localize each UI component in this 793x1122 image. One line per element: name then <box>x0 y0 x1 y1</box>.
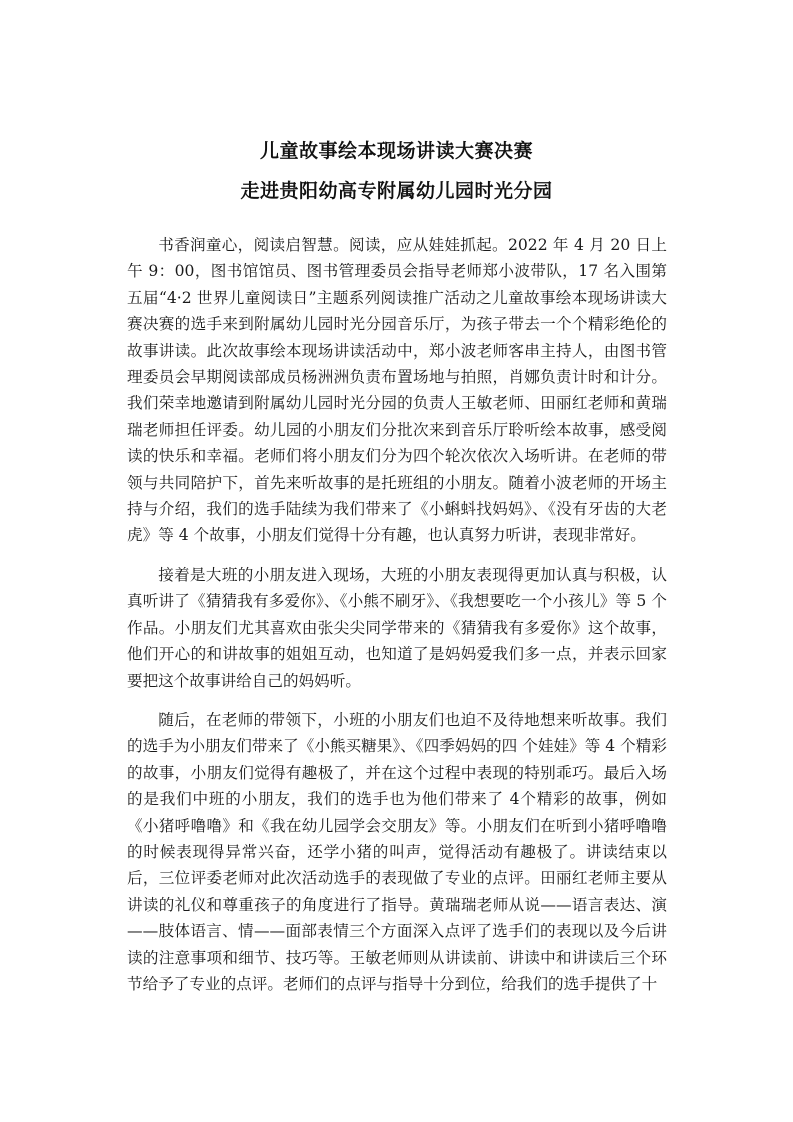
paragraph: 接着是大班的小朋友进入现场，大班的小朋友表现得更加认真与积极，认真听讲了《猜猜我有多爱你》、《小熊不刷牙》、《我想要吃一个小孩儿》等 5 个作品。小朋友们尤其喜欢由张尖尖同学带来的《猜猜我有多爱你》这个故事，他们开心的和讲故事的姐姐互动，也知道了是妈妈爱我们多一点，并表示回家要把这个故事讲给自己的妈妈听。 <box>127 565 667 690</box>
paragraph: 随后，在老师的带领下，小班的小朋友们也迫不及待地想来听故事。我们的选手为小朋友们带来了《小熊买糖果》、《四季妈妈的四 个娃娃》等 4 个精彩的故事，小朋友们觉得有趣极了，并在这个过程中表现的特别乖巧。最后入场的是我们中班的小朋友，我们的选手也为他们带来了 4个精彩的故事，例如《小猪呼噜噜》和《我在幼儿园学会交朋友》等。小朋友们在听到小猪呼噜噜的时候表现得异常兴奋，还学小猪的叫声，觉得活动有趣极了。讲读结束以后，三位评委老师对此次活动选手的表现做了专业的点评。田丽红老师主要从讲读的礼仪和尊重孩子的角度进行了指导。黄瑞瑞老师从说——语言表达、演——肢体语言、情——面部表情三个方面深入点评了选手们的表现以及今后讲读的注意事项和细节、技巧等。王敏老师则从讲读前、讲读中和讲读后三个环节给予了专业的点评。老师们的点评与指导十分到位，给我们的选手提供了十 <box>127 710 667 993</box>
document-title: 儿童故事绘本现场讲读大赛决赛 <box>259 140 533 162</box>
document-subtitle: 走进贵阳幼高专附属幼儿园时光分园 <box>240 180 553 202</box>
document-body <box>127 232 667 1010</box>
paragraph: 书香润童心，阅读启智慧。阅读，应从娃娃抓起。2022 年 4 月 20 日上午 9：00，图书馆馆员、图书管理委员会指导老师郑小波带队，17 名入围第五届“4·2 世界儿童阅读日”主题系列阅读推广活动之儿童故事绘本现场讲读大赛决赛的选手来到附属幼儿园时光分园音乐厅，为孩子带去一个个精彩绝伦的故事讲读。此次故事绘本现场讲读活动中，郑小波老师客串主持人，由图书管理委员会早期阅读部成员杨洲洲负责布置场地与拍照，肖娜负责计时和计分。我们荣幸地邀请到附属幼儿园时光分园的负责人王敏老师、田丽红老师和黄瑞瑞老师担任评委。幼儿园的小朋友们分批次来到音乐厅聆听绘本故事，感受阅读的快乐和幸福。老师们将小朋友们分为四个轮次依次入场听讲。在老师的带领与共同陪护下，首先来听故事的是托班组的小朋友。随着小波老师的开场主持与介绍，我们的选手陆续为我们带来了《小蝌蚪找妈妈》、《没有牙齿的大老虎》等 4 个故事，小朋友们觉得十分有趣，也认真努力听讲，表现非常好。 <box>127 236 667 545</box>
